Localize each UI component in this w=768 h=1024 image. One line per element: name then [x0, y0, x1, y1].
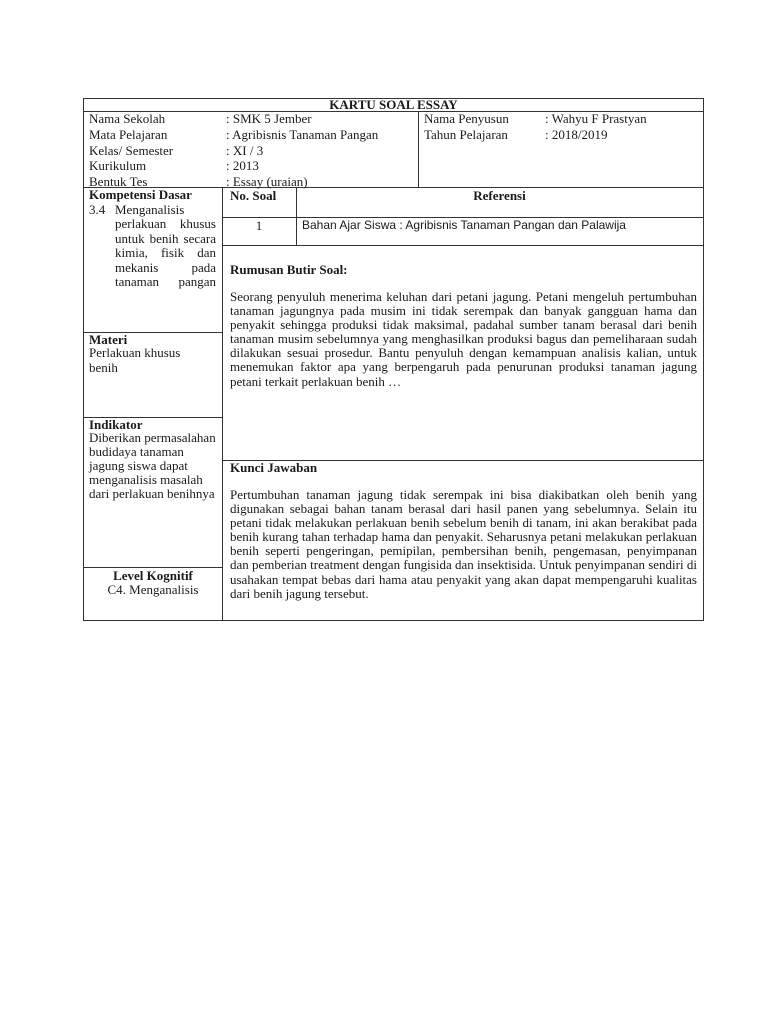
value-mata-pelajaran: : Agribisnis Tanaman Pangan	[226, 127, 379, 142]
border-bottom	[83, 620, 704, 621]
kompetensi-heading: Kompetensi Dasar	[89, 187, 192, 202]
divider	[222, 187, 223, 621]
label-tahun-pelajaran: Tahun Pelajaran	[424, 127, 508, 142]
soal-reference: Bahan Ajar Siswa : Agribisnis Tanaman Pangan dan Palawija	[302, 218, 626, 232]
materi-text: Perlakuan khusus benih	[89, 345, 181, 375]
level-heading: Level Kognitif	[113, 568, 193, 583]
kompetensi-text: perlakuan khusus untuk benih secara kimia, fisik dan mekanis pada tanaman pangan	[115, 216, 216, 289]
level-text: C4. Menganalisis	[107, 582, 199, 597]
card-title: KARTU SOAL ESSAY	[329, 97, 458, 112]
col-no-soal: No. Soal	[230, 188, 277, 203]
rumusan-text: Seorang penyuluh menerima keluhan dari petani jagung. Petani mengeluh pertumbuhan tanaman jagungnya pada musim ini tidak serempak dan banyak gangguan hama dan penyakit sehingga produksi tidak maksimal, padahal sumber tanam berasal dari benih tanaman musim sebelumnya yang menghasilkan produksi bagus dan pemeliharaan sudah dilakukan sesuai prosedur. Bantu penyuluh dengan kemampuan analisis kalian, untuk menemukan faktor apa yang berpengaruh pada penurunan produksi tanaman jagung petani terkait perlakuan benih …	[230, 289, 697, 389]
border-left	[83, 98, 84, 621]
label-mata-pelajaran: Mata Pelajaran	[89, 127, 168, 142]
label-kelas-semester: Kelas/ Semester	[89, 143, 174, 158]
col-referensi: Referensi	[473, 188, 526, 203]
label-bentuk-tes: Bentuk Tes	[89, 174, 148, 189]
value-kurikulum: : 2013	[226, 158, 259, 173]
value-tahun-pelajaran: : 2018/2019	[545, 127, 608, 142]
kompetensi-number: 3.4	[89, 202, 106, 217]
rumusan-heading: Rumusan Butir Soal:	[230, 262, 348, 277]
value-kelas-semester: : XI / 3	[226, 143, 264, 158]
label-nama-penyusun: Nama Penyusun	[424, 111, 509, 126]
kunci-text: Pertumbuhan tanaman jagung tidak serempak ini bisa diakibatkan oleh benih yang digunakan sebagai bahan tanam berasal dari hasil panen yang sebelumnya. Selain itu petani tidak melakukan perlakuan benih sebelum benih di tanam, ini akan berakibat pada benih kurang tahan terhadap hama dan penyakit. Seharusnya petani melakukan perlakuan benih seperti pengeringan, pemipilan, pembersihan benih, pengemasan, penyimpanan dan pemberian treatment dengan fungisida dan insektisida. Untuk penyimpanan sendiri di usahakan tempat bebas dari hama atau penyakit yang akan dapat mempengaruhi kualitas dari benih jagung tersebut.	[230, 487, 697, 601]
label-kurikulum: Kurikulum	[89, 158, 147, 173]
divider	[222, 245, 704, 246]
kompetensi-first: Menganalisis	[115, 202, 185, 217]
label-nama-sekolah: Nama Sekolah	[89, 111, 166, 126]
value-bentuk-tes: : Essay (uraian)	[226, 174, 308, 189]
value-nama-penyusun: : Wahyu F Prastyan	[545, 111, 647, 126]
border-right	[703, 98, 704, 621]
kunci-heading: Kunci Jawaban	[230, 460, 318, 475]
divider	[418, 111, 419, 187]
indikator-heading: Indikator	[89, 417, 143, 432]
indikator-text: Diberikan permasalahan budidaya tanaman jagung siswa dapat menganalisis masalah dari perlakuan benihnya	[89, 430, 216, 501]
soal-number: 1	[255, 218, 263, 233]
value-nama-sekolah: : SMK 5 Jember	[226, 111, 312, 126]
materi-heading: Materi	[89, 332, 128, 347]
